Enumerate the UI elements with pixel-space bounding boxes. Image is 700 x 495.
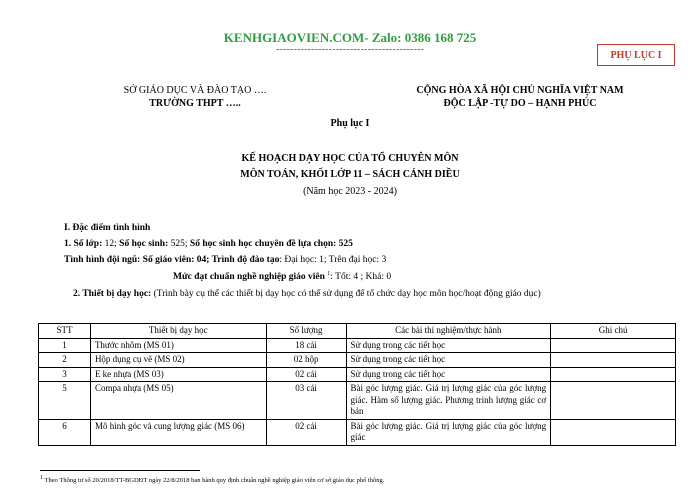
elective-students: Số học sinh học chuyên đề lựa chọn: 525 [187,239,353,249]
cell-device: Thước nhôm (MS 01) [90,338,266,353]
standard-label: Mức đạt chuẩn nghề nghiệp giáo viên [173,272,328,283]
cell-device: Compa nhựa (MS 05) [90,382,266,420]
appendix-label: PHỤ LỤC I [610,49,662,61]
student-count-label: Số học sinh: [116,239,169,249]
table-row [39,419,676,445]
equipment-note: (Trình bày cụ thể các thiết bị dạy học có thể sử dụng để tổ chức dạy học môn học/hoạt động giáo dục) [151,289,541,299]
cell-lessons: Bài góc lượng giác. Giá trị lượng giác của góc lượng giác [346,419,551,445]
section1-heading: I. Đặc điểm tình hình [64,223,151,233]
school-year: (Năm học 2023 - 2024) [303,186,397,197]
cell-quantity: 18 cái [266,338,346,353]
footnote [40,475,384,484]
national-slogan: ĐỘC LẬP -TỰ DO – HẠNH PHÚC [443,98,597,109]
national-motto: CỘNG HÒA XÃ HỘI CHỦ NGHĨA VIỆT NAM [416,85,624,96]
cell-notes [551,353,676,368]
cell-device: Mô hình góc và cung lượng giác (MS 06) [90,419,266,445]
col-header-stt: STT [39,324,91,339]
site-title: KENHGIAOVIEN.COM- Zalo: 0386 168 725 [223,30,477,45]
footnote-ref: 1 [327,271,331,277]
appendix-label-box [597,44,675,66]
cell-lessons: Bài góc lượng giác. Giá trị lượng giác của góc lượng giác. Hàm số lượng giác. Phương trình lượng giác cơ bản [346,382,551,420]
cell-device: Hộp dụng cụ vẽ (MS 02) [90,353,266,368]
cell-quantity: 03 cái [266,382,346,420]
site-underline: ------------------------------------------ [275,44,425,55]
school-name: TRƯỜNG THPT ….. [149,98,241,109]
cell-quantity: 02 hộp [266,353,346,368]
class-count-label: 1. Số lớp: [64,239,103,249]
table-row [39,367,676,382]
table-header-row [39,324,676,339]
qualification-label: ; Trình độ đào tạo [206,255,280,265]
equipment-label: 2. Thiết bị dạy học: [73,289,152,299]
dept-name: SỞ GIÁO DỤC VÀ ĐÀO TẠO …. [123,85,267,96]
cell-stt: 3 [39,367,91,382]
table-row [39,353,676,368]
col-header-lessons: Các bài thí nghiệm/thực hành [346,324,551,339]
footnote-text: Theo Thông tư số 20/2018/TT-BGDĐT ngày 22/8/2018 ban hành quy định chuẩn nghề nghiệp giáo viên cơ sở giáo dục phổ thông. [43,477,385,485]
cell-quantity: 02 cái [266,419,346,445]
col-header-device: Thiết bị dạy học [90,324,266,339]
cell-lessons: Sử dụng trong các tiết học [346,367,551,382]
standard-line [173,271,391,282]
class-count: 12; [102,239,117,249]
appendix-title: Phụ lục I [330,118,370,129]
col-header-quantity: Số lượng [266,324,346,339]
cell-stt: 6 [39,419,91,445]
qualification-values: : Đại học: 1; Trên đại học: 3 [279,255,387,265]
col-header-notes: Ghi chú [551,324,676,339]
table-row [39,338,676,353]
cell-notes [551,338,676,353]
footnote-divider [40,470,200,471]
plan-title: KẾ HOẠCH DẠY HỌC CỦA TỔ CHUYÊN MÔN [241,153,459,164]
plan-subtitle: MÔN TOÁN, KHỐI LỚP 11 – SÁCH CÁNH DIỀU [240,169,460,180]
footnote-mark: 1 [40,475,43,481]
cell-notes [551,419,676,445]
staff-line [64,255,386,265]
cell-notes [551,382,676,420]
equipment-table [38,323,676,446]
cell-quantity: 02 cái [266,367,346,382]
table-row [39,382,676,420]
cell-stt: 5 [39,382,91,420]
class-student-line [64,239,353,249]
equipment-line [73,289,541,299]
cell-lessons: Sử dụng trong các tiết học [346,353,551,368]
cell-stt: 2 [39,353,91,368]
cell-notes [551,367,676,382]
cell-lessons: Sử dụng trong các tiết học [346,338,551,353]
student-count: 525; [168,239,188,249]
standard-values: : Tốt: 4 ; Khá: 0 [330,272,392,283]
cell-device: E ke nhựa (MS 03) [90,367,266,382]
teacher-count: Tình hình đội ngũ: Số giáo viên: 04 [64,255,207,265]
cell-stt: 1 [39,338,91,353]
